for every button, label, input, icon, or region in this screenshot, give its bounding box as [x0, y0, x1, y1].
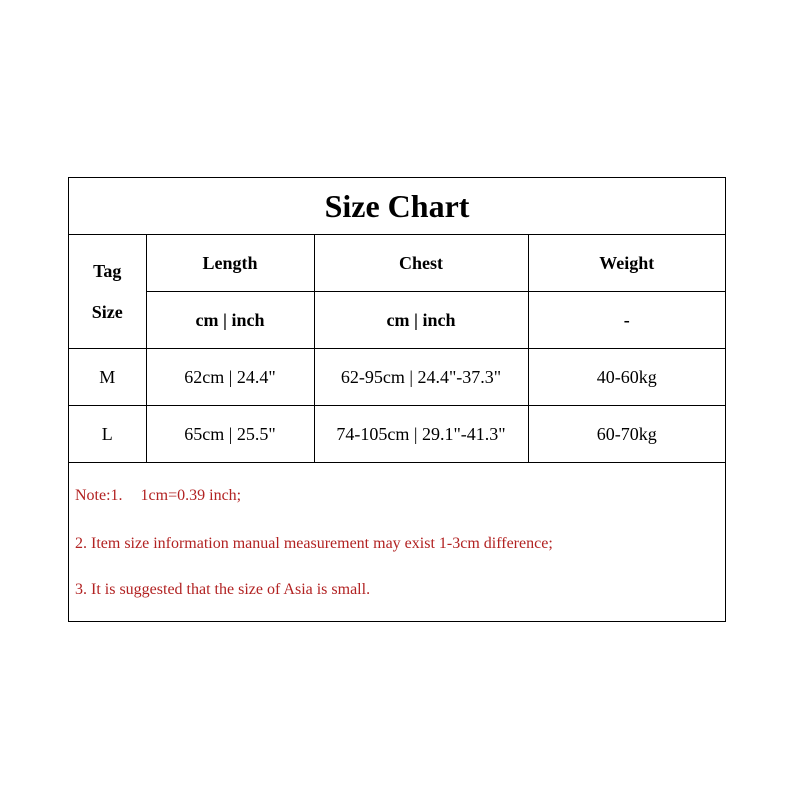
- note-prefix: Note:1.: [75, 487, 123, 504]
- size-table: [69, 235, 725, 463]
- unit-chest: cm | inch: [314, 292, 528, 349]
- note-2: 2. Item size information manual measurement may exist 1-3cm difference;: [75, 535, 553, 552]
- column-header-chest: Chest: [314, 235, 528, 292]
- note-3: 3. It is suggested that the size of Asia is small.: [75, 581, 371, 598]
- notes-section: [69, 465, 725, 621]
- size-label: Size: [91, 301, 123, 322]
- weight-cell: 60-70kg: [528, 406, 725, 463]
- length-cell: 65cm | 25.5": [146, 406, 314, 463]
- chest-cell: 62-95cm | 24.4"-37.3": [314, 349, 528, 406]
- unit-length: cm | inch: [146, 292, 314, 349]
- size-chart: [68, 177, 726, 622]
- note-1: [75, 487, 241, 505]
- length-cell: 62cm | 24.4": [146, 349, 314, 406]
- size-cell: L: [69, 406, 146, 463]
- tag-label: Tag: [93, 260, 122, 281]
- chest-cell: 74-105cm | 29.1"-41.3": [314, 406, 528, 463]
- chart-title: Size Chart: [69, 178, 725, 235]
- column-header-length: Length: [146, 235, 314, 292]
- size-cell: M: [69, 349, 146, 406]
- table-row: [69, 349, 725, 406]
- weight-cell: 40-60kg: [528, 349, 725, 406]
- header-row: [69, 235, 725, 292]
- unit-row: [69, 292, 725, 349]
- unit-weight: -: [528, 292, 725, 349]
- table-row: [69, 406, 725, 463]
- tag-size-header: [69, 235, 146, 349]
- note-1-text: 1cm=0.39 inch;: [140, 487, 242, 504]
- column-header-weight: Weight: [528, 235, 725, 292]
